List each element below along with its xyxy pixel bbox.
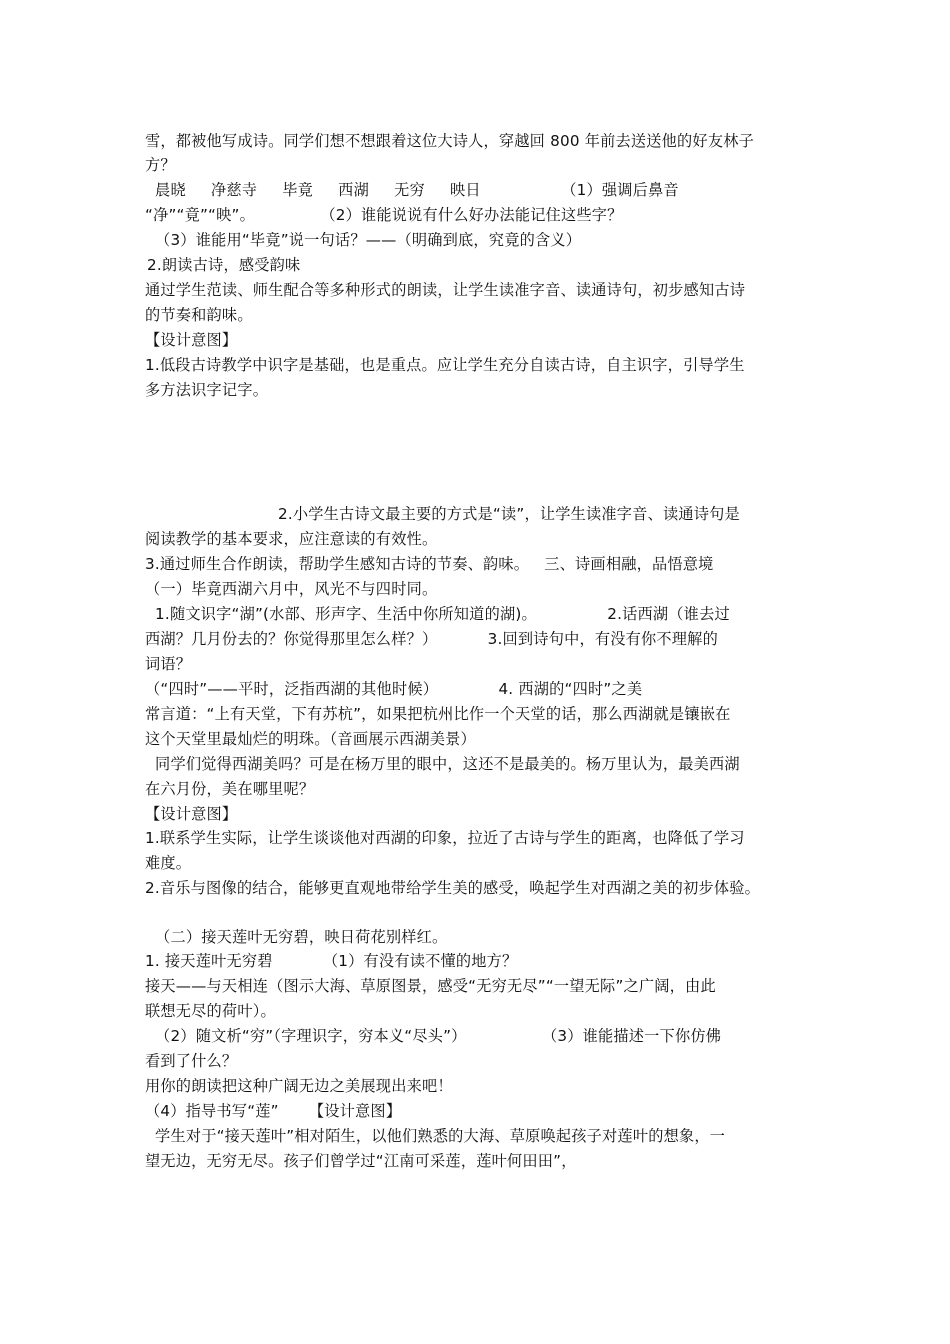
section-heading: 2.朗读古诗，感受韵味 [147,256,301,274]
text-line: 常言道：“上有天堂，下有苏杭”，如果把杭州比作一个天堂的话，那么西湖就是镶嵌在 [145,705,731,723]
section-heading: （一）毕竟西湖六月中，风光不与四时同。 [145,580,438,598]
text-line: 通过学生范读、师生配合等多种形式的朗读，让学生读准字音、读通诗句，初步感知古诗 [145,281,746,299]
text-line: （4）指导书写“莲” 【设计意图】 [145,1102,402,1120]
text-line: 难度。 [145,854,192,872]
design-intent-heading: 【设计意图】 [145,331,238,349]
text-line: 这个天堂里最灿烂的明珠。（音画展示西湖美景） [145,730,476,748]
text-line: 雪，都被他写成诗。同学们想不想跟着这位大诗人，穿越回 800 年前去送送他的好友林子 [145,132,754,150]
text-line: 联想无尽的荷叶）。 [145,1002,276,1020]
text-line: 方？ [145,156,176,174]
text-line: 西湖？几月份去的？你觉得那里怎么样？） 3.回到诗句中，有没有你不理解的 [145,630,718,648]
text-line: 2.音乐与图像的结合，能够更直观地带给学生美的感受，唤起学生对西湖之美的初步体验。 [145,879,761,897]
text-line: 看到了什么？ [145,1052,238,1070]
text-line: （“四时”——平时，泛指西湖的其他时候） 4. 西湖的“四时”之美 [145,680,643,698]
text-line: 1.随文识字“湖”(水部、形声字、生活中你所知道的湖)。 2.话西湖（谁去过 [145,605,730,623]
text-line: 1. 接天莲叶无穷碧 （1）有没有读不懂的地方？ [145,952,518,970]
text-line: 望无边，无穷无尽。孩子们曾学过“江南可采莲，莲叶何田田”， [145,1152,577,1170]
text-line: 1.低段古诗教学中识字是基础，也是重点。应让学生充分自读古诗，自主识字，引导学生 [145,356,745,374]
text-line: 学生对于“接天莲叶”相对陌生，以他们熟悉的大海、草原唤起孩子对莲叶的想象，一 [145,1127,726,1145]
text-line: （3）谁能用“毕竟”说一句话？——（明确到底，究竟的含义） [145,231,582,249]
text-line: 的节奏和韵味。 [145,306,253,324]
text-line: 用你的朗读把这种广阔无边之美展现出来吧！ [145,1077,453,1095]
text-line: 多方法识字记字。 [145,381,269,399]
text-line: 阅读教学的基本要求，应注意读的有效性。 [145,530,438,548]
text-line: 2.小学生古诗文最主要的方式是“读”，让学生读准字音、读通诗句是 [278,505,740,523]
text-line: 接天——与天相连（图示大海、草原图景，感受“无穷无尽”“一望无际”之广阔，由此 [145,977,716,995]
text-line: 3.通过师生合作朗读，帮助学生感知古诗的节奏、韵味。 三、诗画相融，品悟意境 [145,555,714,573]
section-heading: （二）接天莲叶无穷碧，映日荷花别样红。 [145,928,448,946]
text-line: 同学们觉得西湖美吗？可是在杨万里的眼中，这还不是最美的。杨万里认为，最美西湖 [145,755,740,773]
text-line: 1.联系学生实际，让学生谈谈他对西湖的印象，拉近了古诗与学生的距离，也降低了学习 [145,829,745,847]
text-line: 词语？ [145,655,192,673]
text-line: 晨晓 净慈寺 毕竟 西湖 无穷 映日 （1）强调后鼻音 [145,181,679,199]
text-line: “净”“竟”“映”。 （2）谁能说说有什么好办法能记住这些字？ [145,206,623,224]
design-intent-heading: 【设计意图】 [145,805,238,823]
text-line: （2）随文析“穷”（字理识字，穷本义“尽头”） （3）谁能描述一下你仿佛 [145,1027,722,1045]
text-line: 在六月份，美在哪里呢？ [145,780,315,798]
